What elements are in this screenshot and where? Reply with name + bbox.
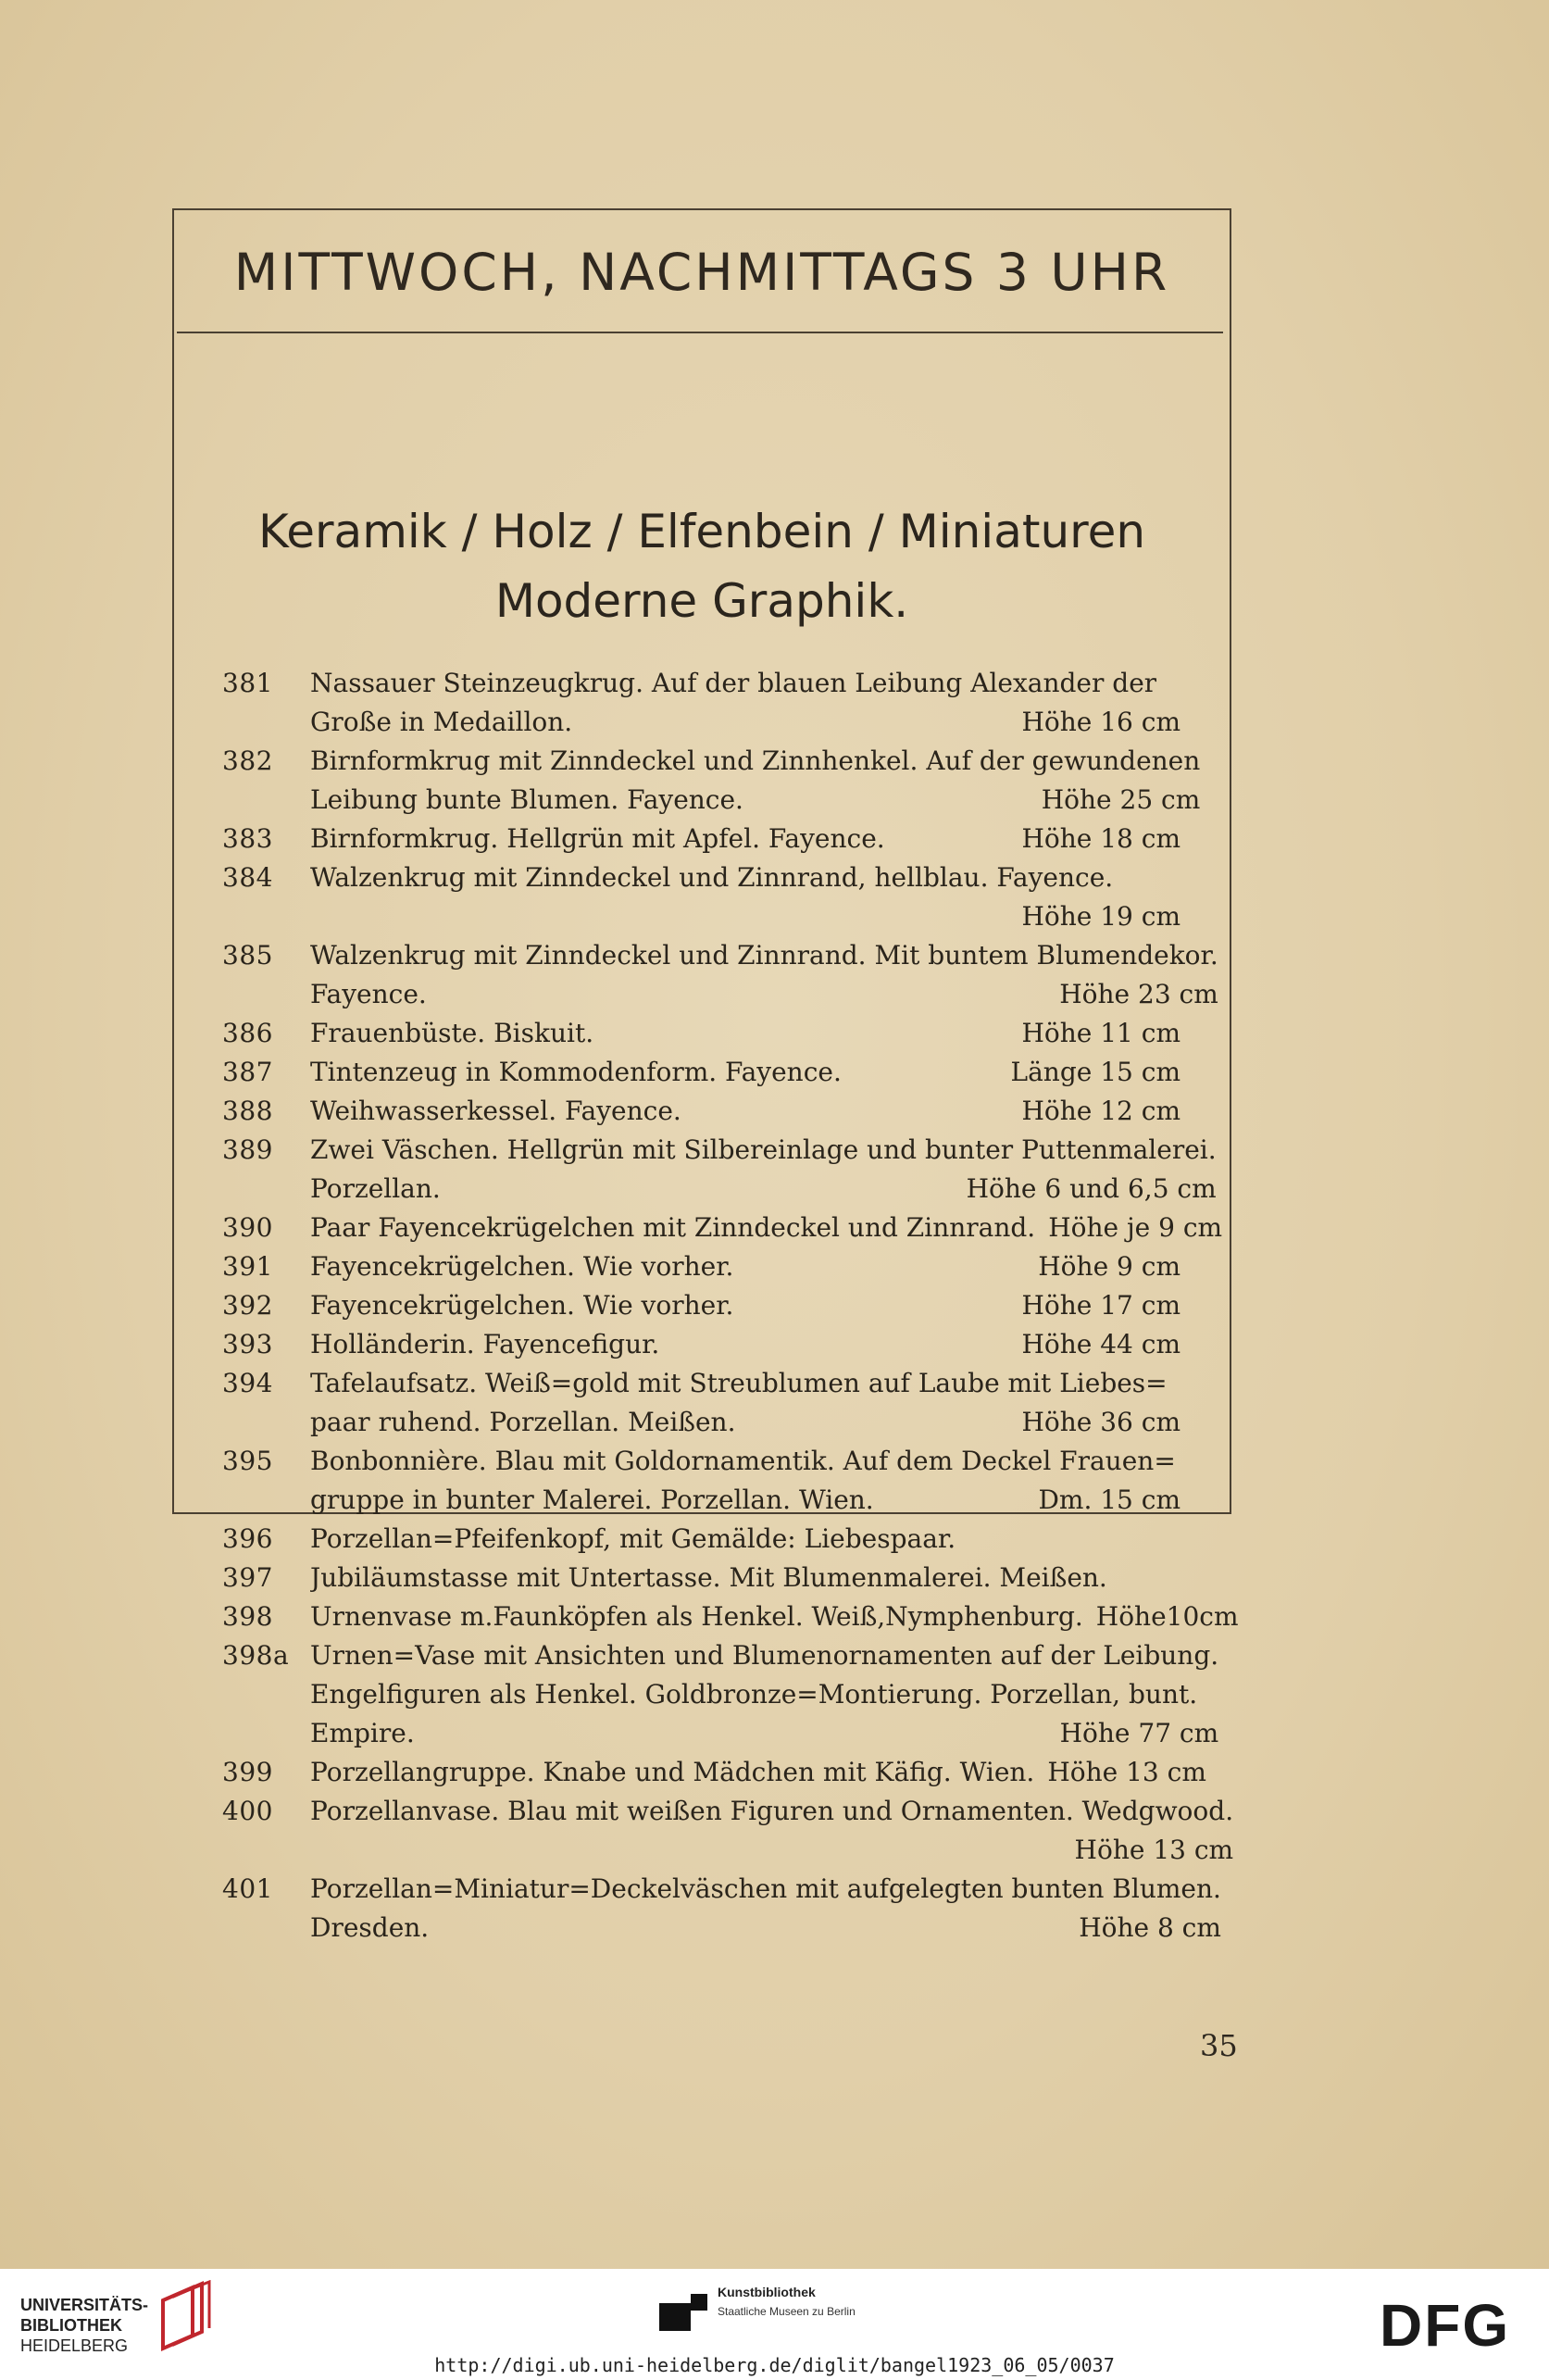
lot-number: 394 <box>222 1368 273 1398</box>
lot-number: 390 <box>222 1212 273 1243</box>
description-line <box>310 1597 1239 1636</box>
description-line <box>310 1209 1222 1247</box>
description-text: Holländerin. Fayencefigur. <box>310 1329 660 1359</box>
lot-number: 396 <box>222 1523 273 1554</box>
lot-description <box>310 742 1200 820</box>
lot-description <box>310 858 1180 936</box>
lot-number: 388 <box>222 1096 273 1126</box>
description-line <box>310 1364 1180 1403</box>
catalog-entry <box>222 664 1180 742</box>
lot-description <box>310 1597 1239 1636</box>
description-line <box>310 975 1218 1014</box>
lot-number: 382 <box>222 745 273 776</box>
description-text: gruppe in bunter Malerei. Porzellan. Wien. <box>310 1484 874 1515</box>
catalog-entry <box>222 1325 1180 1364</box>
description-text: Porzellan=Miniatur=Deckelväschen mit aufgelegten bunten Blumen. <box>310 1873 1221 1904</box>
ub-logo-line-2: BIBLIOTHEK <box>20 2316 122 2335</box>
measurement-text: Höhe10cm <box>1095 1601 1239 1632</box>
measurement-text: Höhe 13 cm <box>1047 1757 1206 1787</box>
catalog-entry <box>222 1092 1180 1131</box>
description-line <box>310 1714 1218 1753</box>
lot-number: 387 <box>222 1057 273 1087</box>
lot-description <box>310 1636 1218 1753</box>
lot-number: 400 <box>222 1796 273 1826</box>
page-number: 35 <box>1200 2028 1238 2063</box>
description-text: Fayencekrügelchen. Wie vorher. <box>310 1290 734 1321</box>
description-text: Tintenzeug in Kommodenform. Fayence. <box>310 1057 842 1087</box>
lot-number: 386 <box>222 1018 273 1048</box>
measurement-text: Höhe 44 cm <box>1021 1329 1180 1359</box>
catalog-entry <box>222 858 1180 936</box>
lot-number: 399 <box>222 1757 273 1787</box>
description-line <box>310 1403 1180 1442</box>
measurement-text: Dm. 15 cm <box>1038 1484 1180 1515</box>
catalog-entry <box>222 1131 1217 1209</box>
header-rule <box>177 332 1223 333</box>
description-text: paar ruhend. Porzellan. Meißen. <box>310 1407 736 1437</box>
measurement-text: Höhe 11 cm <box>1021 1018 1180 1048</box>
measurement-text: Höhe 25 cm <box>1041 784 1201 815</box>
lot-description <box>310 1053 1180 1092</box>
description-line <box>310 1792 1233 1831</box>
catalog-entry <box>222 1520 1180 1559</box>
catalog-entry <box>222 1014 1180 1053</box>
description-line <box>310 1053 1180 1092</box>
description-line <box>310 1131 1217 1170</box>
lot-number: 383 <box>222 823 273 854</box>
description-line <box>310 1170 1217 1209</box>
permalink-url[interactable]: http://digi.ub.uni-heidelberg.de/diglit/bangel1923_06_05/0037 <box>434 2354 1115 2376</box>
lot-description <box>310 1209 1222 1247</box>
measurement-text: Höhe 8 cm <box>1079 1912 1221 1943</box>
lot-description <box>310 1131 1217 1209</box>
description-text: Zwei Väschen. Hellgrün mit Silbereinlage und bunter Puttenmalerei. <box>310 1134 1217 1165</box>
description-text: Paar Fayencekrügelchen mit Zinndeckel und Zinnrand. <box>310 1212 1036 1243</box>
description-line <box>310 781 1200 820</box>
description-text: Porzellan. <box>310 1173 441 1204</box>
description-line <box>310 936 1218 975</box>
description-line <box>310 1286 1180 1325</box>
description-text: Birnformkrug mit Zinndeckel und Zinnhenkel. Auf der gewundenen <box>310 745 1201 776</box>
lot-description <box>310 1092 1180 1131</box>
description-text: Walzenkrug mit Zinndeckel und Zinnrand, hellblau. Fayence. <box>310 862 1114 893</box>
lot-description <box>310 1364 1180 1442</box>
description-text: Tafelaufsatz. Weiß=gold mit Streublumen auf Laube mit Liebes= <box>310 1368 1168 1398</box>
description-line <box>310 1675 1218 1714</box>
lot-number: 381 <box>222 668 273 698</box>
lot-number: 385 <box>222 940 273 971</box>
section-title-line-1: Keramik / Holz / Elfenbein / Miniaturen <box>257 505 1146 558</box>
lot-number: 398 <box>222 1601 273 1632</box>
lot-number: 391 <box>222 1251 273 1282</box>
description-line <box>310 1559 1180 1597</box>
lot-description <box>310 1520 1180 1559</box>
measurement-text: Länge 15 cm <box>1010 1057 1180 1087</box>
lot-description <box>310 820 1180 858</box>
measurement-text: Höhe 17 cm <box>1021 1290 1180 1321</box>
measurement-text: Höhe 18 cm <box>1021 823 1180 854</box>
lot-number: 398a <box>222 1640 290 1671</box>
description-line <box>310 1909 1221 1948</box>
measurement-text: Höhe 13 cm <box>1074 1835 1234 1865</box>
catalog-entry <box>222 936 1218 1014</box>
kunstbibliothek-subtitle: Staatliche Museen zu Berlin <box>718 2305 856 2318</box>
measurement-text: Höhe 9 cm <box>1038 1251 1180 1282</box>
description-line <box>310 1870 1221 1909</box>
description-line <box>310 820 1180 858</box>
measurement-text: Höhe 23 cm <box>1059 979 1218 1009</box>
catalog-entry-list <box>222 664 1239 1948</box>
description-text: Walzenkrug mit Zinndeckel und Zinnrand. Mit buntem Blumendekor. <box>310 940 1218 971</box>
page-header-title: MITTWOCH, NACHMITTAGS 3 UHR <box>233 243 1170 302</box>
catalog-entry <box>222 1870 1221 1948</box>
catalog-entry <box>222 1442 1180 1520</box>
catalog-entry <box>222 742 1201 820</box>
description-text: Porzellangruppe. Knabe und Mädchen mit Käfig. Wien. <box>310 1757 1035 1787</box>
description-line <box>310 1014 1180 1053</box>
kunstbibliothek-title: Kunstbibliothek <box>718 2285 816 2299</box>
description-text: Frauenbüste. Biskuit. <box>310 1018 594 1048</box>
description-line <box>310 1092 1180 1131</box>
catalog-entry <box>222 1053 1180 1092</box>
measurement-text: Höhe 77 cm <box>1059 1718 1219 1748</box>
lot-number: 393 <box>222 1329 273 1359</box>
ub-logo-line-3: HEIDELBERG <box>20 2336 129 2355</box>
description-text: Weihwasserkessel. Fayence. <box>310 1096 681 1126</box>
description-text: Fayencekrügelchen. Wie vorher. <box>310 1251 734 1282</box>
dfg-logo[interactable]: DFG <box>1380 2292 1511 2359</box>
catalog-entry <box>222 1286 1180 1325</box>
description-line <box>310 664 1180 703</box>
catalog-entry <box>222 1753 1206 1792</box>
measurement-text: Höhe 6 und 6,5 cm <box>966 1173 1217 1204</box>
description-text: Dresden. <box>310 1912 430 1943</box>
lot-number: 395 <box>222 1446 273 1476</box>
description-line <box>310 1325 1180 1364</box>
measurement-text: Höhe 16 cm <box>1021 707 1180 737</box>
description-line <box>310 1831 1233 1870</box>
lot-description <box>310 1247 1180 1286</box>
lot-number: 401 <box>222 1873 273 1904</box>
catalog-entry <box>222 1559 1180 1597</box>
lot-number: 384 <box>222 862 273 893</box>
description-text: Leibung bunte Blumen. Fayence. <box>310 784 743 815</box>
lot-description <box>310 1753 1206 1792</box>
lot-number: 392 <box>222 1290 273 1321</box>
description-line <box>310 1520 1180 1559</box>
lot-number: 389 <box>222 1134 273 1165</box>
lot-description <box>310 1442 1180 1520</box>
measurement-text: Höhe 19 cm <box>1021 901 1180 932</box>
lot-description <box>310 1792 1233 1870</box>
description-text: Nassauer Steinzeugkrug. Auf der blauen Leibung Alexander der <box>310 668 1157 698</box>
catalog-entry <box>222 1247 1180 1286</box>
catalog-entry <box>222 1209 1223 1247</box>
description-text: Große in Medaillon. <box>310 707 573 737</box>
description-line <box>310 703 1180 742</box>
description-text: Porzellan=Pfeifenkopf, mit Gemälde: Liebespaar. <box>310 1523 956 1554</box>
catalog-entry <box>222 820 1180 858</box>
description-line <box>310 858 1180 897</box>
kunstbibliothek-emblem-icon <box>659 2294 707 2335</box>
lot-description <box>310 936 1218 1014</box>
catalog-entry <box>222 1597 1239 1636</box>
description-line <box>310 1753 1206 1792</box>
lot-description <box>310 1325 1180 1364</box>
description-line <box>310 1247 1180 1286</box>
ub-heidelberg-logo[interactable] <box>20 2295 148 2356</box>
measurement-text: Höhe 36 cm <box>1021 1407 1180 1437</box>
description-text: Empire. <box>310 1718 415 1748</box>
lot-description <box>310 1286 1180 1325</box>
description-text: Fayence. <box>310 979 427 1009</box>
section-title-line-2: Moderne Graphik. <box>494 574 909 628</box>
description-line <box>310 1636 1218 1675</box>
description-text: Urnenvase m.Faunköpfen als Henkel. Weiß,Nymphenburg. <box>310 1601 1083 1632</box>
ub-emblem-icon <box>156 2280 213 2354</box>
description-line <box>310 742 1200 781</box>
lot-description <box>310 1870 1221 1948</box>
catalog-entry <box>222 1364 1180 1442</box>
lot-number: 397 <box>222 1562 273 1593</box>
lot-description <box>310 664 1180 742</box>
lot-description <box>310 1559 1180 1597</box>
description-text: Jubiläumstasse mit Untertasse. Mit Blumenmalerei. Meißen. <box>310 1562 1107 1593</box>
description-text: Porzellanvase. Blau mit weißen Figuren und Ornamenten. Wedgwood. <box>310 1796 1234 1826</box>
description-line <box>310 1481 1180 1520</box>
measurement-text: Höhe je 9 cm <box>1048 1212 1223 1243</box>
catalog-entry <box>222 1792 1234 1870</box>
description-text: Bonbonnière. Blau mit Goldornamentik. Auf dem Deckel Frauen= <box>310 1446 1176 1476</box>
ub-logo-line-1: UNIVERSITÄTS- <box>20 2296 149 2314</box>
description-text: Birnformkrug. Hellgrün mit Apfel. Fayence. <box>310 823 885 854</box>
description-line <box>310 897 1180 936</box>
description-text: Engelfiguren als Henkel. Goldbronze=Montierung. Porzellan, bunt. <box>310 1679 1198 1710</box>
lot-description <box>310 1014 1180 1053</box>
description-text: Urnen=Vase mit Ansichten und Blumenornamenten auf der Leibung. <box>310 1640 1219 1671</box>
description-line <box>310 1442 1180 1481</box>
measurement-text: Höhe 12 cm <box>1021 1096 1180 1126</box>
catalog-entry <box>222 1636 1219 1753</box>
